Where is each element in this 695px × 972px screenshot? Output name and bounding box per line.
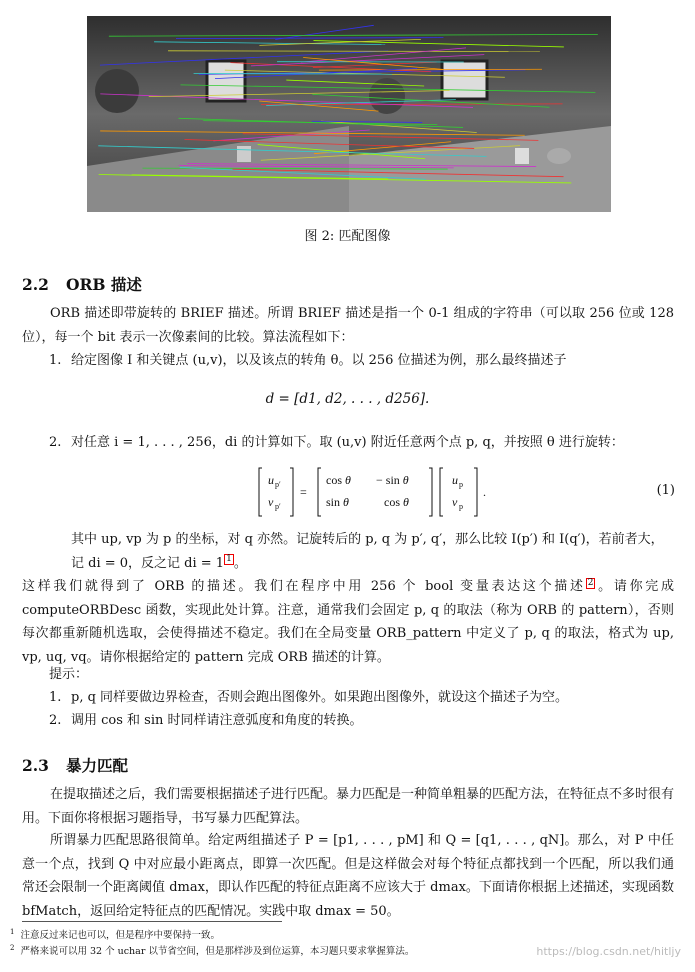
svg-text:p′: p′ — [275, 502, 281, 511]
hint-1 — [49, 686, 675, 710]
footnote-2 — [10, 941, 414, 959]
section-title: 暴力匹配 — [66, 756, 129, 775]
bf-paragraph-1: 在提取描述之后，我们需要根据描述子进行匹配。暴力匹配是一种简单粗暴的匹配方法，在特征点不多时很有用。下面你将根据习题指导，书写暴力匹配算法。 — [22, 787, 675, 826]
equation-d: d = [d1, d2, . . . , d256]. — [265, 391, 430, 407]
bf-paragraph-2: 所谓暴力匹配思路很简单。给定两组描述子 P = [p1, . . . , pM] 和 Q = [q1, . . . , qN]。那么，对 P 中任意一个点，找到 Q 中对应最小距离点，即算一次匹配。但是这样做会对每个特征点都找到一个匹配，所以我们通常还会限制一个距离阈值 dmax，即认作匹配的特征点距离不应该大于 dmax。下面请你根据上述描述，实现函数 bfMatch，返回给定特征点的匹配情况。实践中取 dmax = 50。 — [22, 833, 674, 919]
footnote-1-mark: 1 — [10, 928, 15, 936]
monitor-right — [442, 61, 487, 99]
svg-text:v: v — [268, 495, 274, 509]
svg-text:p: p — [459, 502, 463, 511]
step-1-number: 1. — [49, 353, 62, 368]
svg-text:sin θ: sin θ — [326, 495, 349, 509]
svg-text:− sin θ: − sin θ — [376, 473, 409, 487]
footnote-1-text: 注意反过来记也可以，但是程序中要保持一致。 — [20, 930, 220, 942]
conclusion-part-b: 。请你完成 computeORBDesc 函数，实现此处计算。注意，通常我们会固定 p, q 的取法（称为 ORB 的 pattern），否则每次都重新随机选取，会使得描述不稳定。我们在全局变量 ORB_pattern 中定义了 p, q 的取法，格式为 up, vp, uq, vq。请你根据给定的 pattern 完成 ORB 描述的计算。 — [22, 579, 674, 665]
svg-text:.: . — [483, 485, 486, 499]
footnote-2-text: 严格来说可以用 32 个 uchar 以节省空间，但是那样涉及到位运算，本习题只要求掌握算法。 — [20, 946, 415, 958]
conclusion-paragraph — [22, 575, 674, 669]
match-figure — [87, 16, 611, 212]
hint-2-number: 2. — [49, 713, 62, 728]
intro-paragraph: ORB 描述即带旋转的 BRIEF 描述。所谓 BRIEF 描述是指一个 0-1 组成的字符串（可以取 256 位或 128 位），每一个 bit 表示一次像素间的比较。算法流程如下： — [22, 306, 674, 345]
hint-1-text: p, q 同样要做边界检查，否则会跑出图像外。如果跑出图像外，就设这个描述子为空。 — [71, 690, 569, 705]
step-1 — [49, 349, 675, 373]
step-2 — [49, 431, 675, 455]
match-image — [87, 16, 611, 212]
svg-text:=: = — [300, 485, 307, 499]
rotation-equation — [258, 466, 498, 518]
after-equation-text: 其中 up, vp 为 p 的坐标，对 q 亦然。记旋转后的 p, q 为 p′, q′，那么比较 I(p′) 和 I(q′)，若前者大，记 di = 0，反之记 di = 1 1 。 — [71, 532, 664, 571]
hint-2 — [49, 709, 675, 733]
equation-number: (1) — [656, 483, 675, 498]
hint-2-text: 调用 cos 和 sin 时同样请注意弧度和角度的转换。 — [71, 713, 363, 728]
hint-label: 提示： — [49, 667, 89, 682]
step-1-text: 给定图像 I 和关键点 (u,v)，以及该点的转角 θ。以 256 位描述为例，那么最终描述子 — [71, 353, 567, 368]
svg-text:p′: p′ — [275, 480, 281, 489]
svg-text:u: u — [452, 473, 458, 487]
step-2-number: 2. — [49, 435, 62, 450]
figure-caption: 图 2: 匹配图像 — [304, 229, 391, 244]
section-number: 2.3 — [22, 756, 49, 775]
footnote-2-mark: 2 — [10, 944, 15, 952]
section-heading-2-3 — [22, 754, 128, 776]
svg-text:u: u — [268, 473, 274, 487]
section-title: ORB 描述 — [66, 275, 142, 294]
conclusion-part-a: 这样我们就得到了 ORB 的描述。我们在程序中用 256 个 bool 变量表达这个描述 — [22, 579, 586, 594]
svg-text:cos θ: cos θ — [326, 473, 351, 487]
footnote-rule — [22, 921, 282, 922]
section-heading-2-2 — [22, 273, 142, 295]
section-number: 2.2 — [22, 275, 49, 294]
step-2-text: 对任意 i = 1, . . . , 256，di 的计算如下。取 (u,v) 附近任意两个点 p, q，并按照 θ 进行旋转： — [71, 435, 624, 450]
watermark: https://blog.csdn.net/hitljy — [536, 945, 681, 958]
svg-text:cos θ: cos θ — [384, 495, 409, 509]
svg-text:v: v — [452, 495, 458, 509]
footnote-marker-2[interactable]: 2 — [587, 577, 594, 588]
after-equation-body: 其中 up, vp 为 p 的坐标，对 q 亦然。记旋转后的 p, q 为 p′, q′，那么比较 I(p′) 和 I(q′)，若前者大，记 di = 0，反之记 di = 1 — [71, 532, 664, 571]
hint-1-number: 1. — [49, 690, 62, 705]
footnote-marker-1[interactable]: 1 — [226, 554, 232, 565]
svg-text:p: p — [459, 480, 463, 489]
